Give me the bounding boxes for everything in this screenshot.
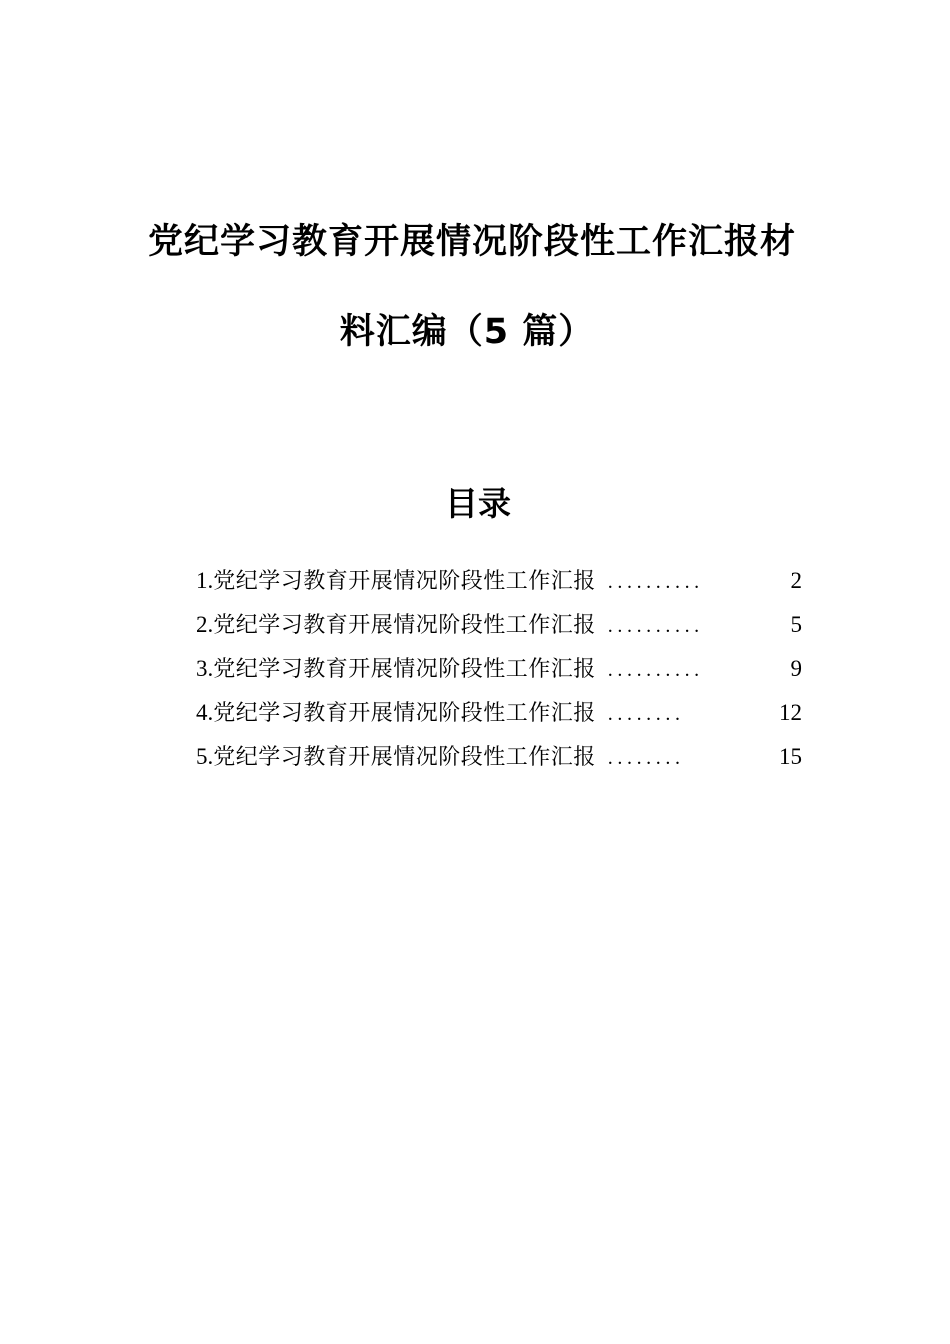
toc-dot-leader: ........ [607,704,685,724]
toc-entry-title: 党纪学习教育开展情况阶段性工作汇报 [213,613,596,638]
document-title-line-2: 料汇编（5 篇） [339,312,595,352]
toc-entry-2[interactable] [196,613,802,657]
toc-entry-page: 2 [790,568,802,593]
document-title-line-1: 党纪学习教育开展情况阶段性工作汇报材 [147,222,796,262]
toc-entry-title: 党纪学习教育开展情况阶段性工作汇报 [213,657,596,682]
toc-entry-number: 3. [196,656,214,681]
toc-dot-leader: .......... [607,572,704,592]
toc-entry-1[interactable] [196,569,802,613]
toc-dot-leader: .......... [607,660,704,680]
toc-entry-number: 2. [196,612,214,637]
toc-entry-number: 1. [196,568,214,593]
toc-entry-title: 党纪学习教育开展情况阶段性工作汇报 [213,569,596,594]
toc-entry-page: 15 [779,744,802,769]
toc-entry-page: 12 [779,700,802,725]
toc-entry-title: 党纪学习教育开展情况阶段性工作汇报 [213,745,596,770]
table-of-contents [196,569,802,789]
toc-dot-leader: .......... [607,616,704,636]
toc-entry-title: 党纪学习教育开展情况阶段性工作汇报 [213,701,596,726]
toc-entry-4[interactable] [196,701,802,745]
toc-heading: 目录 [445,484,511,523]
toc-entry-number: 4. [196,700,214,725]
toc-entry-3[interactable] [196,657,802,701]
toc-entry-5[interactable] [196,745,802,789]
toc-entry-number: 5. [196,744,214,769]
toc-entry-page: 9 [790,656,802,681]
toc-entry-page: 5 [790,612,802,637]
toc-dot-leader: ........ [607,748,685,768]
